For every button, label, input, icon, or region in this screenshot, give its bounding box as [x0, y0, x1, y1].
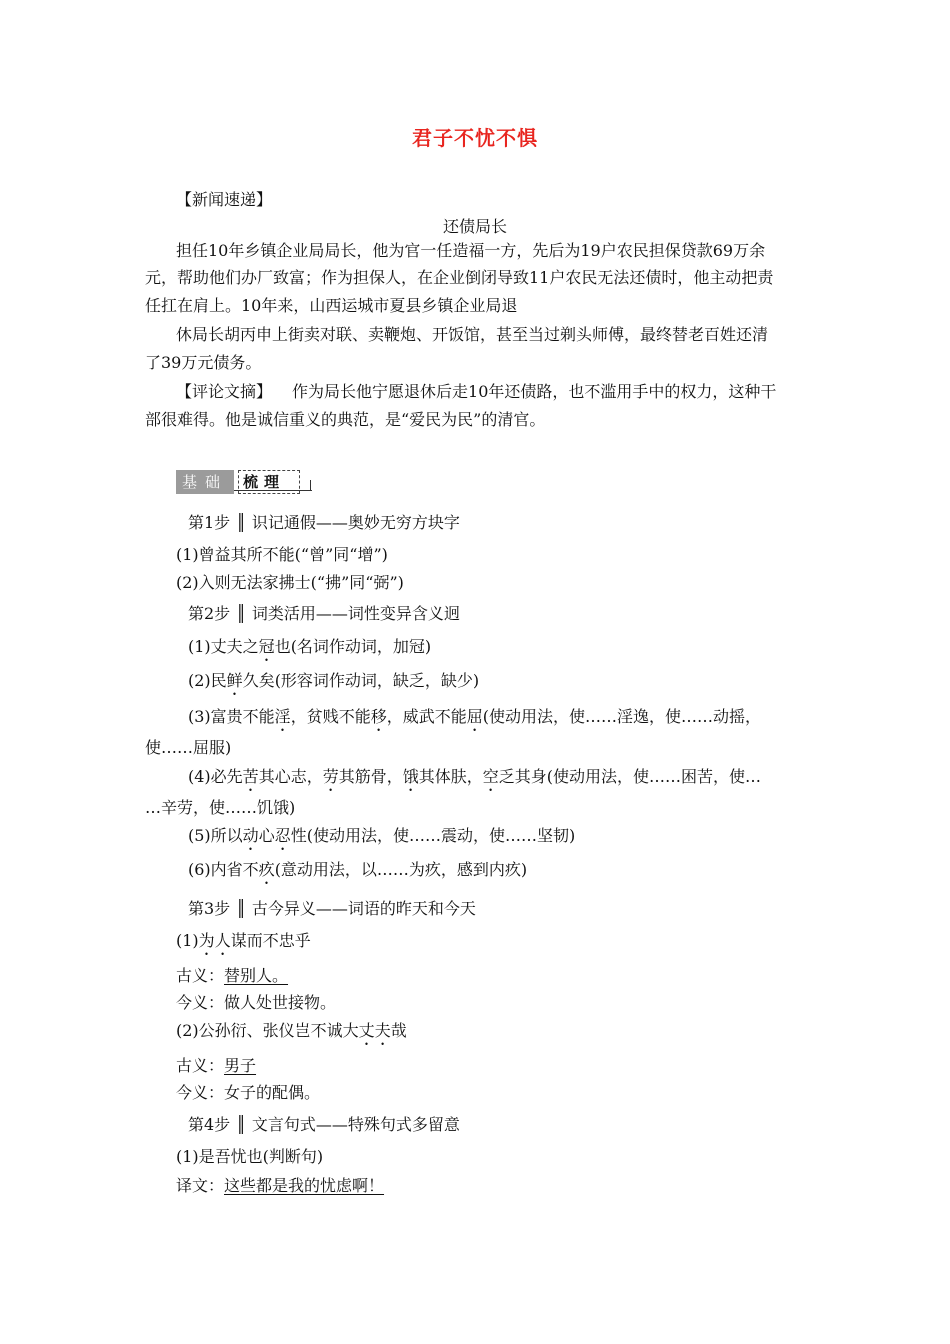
section-header — [176, 470, 312, 496]
step-separator: ║ — [236, 899, 246, 918]
comment-line: 部很难得。他是诚信重义的典范，是“爱民为民”的清官。 — [145, 410, 546, 429]
comment-tag: 【评论文摘】 — [176, 382, 273, 401]
emphasized-word: 为 — [198, 931, 215, 950]
list-item: (3)富贵不能淫，贫贱不能移，威武不能屈(使动用法，使……淫逸，使……动摇， — [188, 707, 761, 726]
emphasized-word: 动 — [242, 826, 259, 845]
list-item: (2)公孙衍、张仪岂不诚大丈夫哉 — [176, 1021, 407, 1040]
document-title: 君子不忧不惧 — [412, 126, 538, 150]
step-title: 古今异义——词语的昨天和今天 — [251, 899, 476, 918]
ancient-meaning: 古义：男子 — [176, 1056, 257, 1075]
step-heading — [188, 1114, 460, 1136]
emphasized-word: 淫 — [274, 707, 291, 726]
step-separator: ║ — [236, 513, 246, 532]
emphasized-word: 疚 — [258, 860, 275, 879]
answer-text: 替别人。 — [224, 966, 289, 985]
emphasized-word: 屈 — [466, 707, 483, 726]
emphasized-word: 苦 — [242, 767, 259, 786]
list-item: (1)是吾忧也(判断句) — [176, 1147, 324, 1166]
emphasized-word: 饿 — [402, 767, 419, 786]
emphasized-word: 空 — [482, 767, 499, 786]
section-header-tick — [310, 480, 311, 491]
step-heading — [188, 603, 460, 625]
list-item: (2)民鲜久矣(形容词作动词，缺乏，缺少) — [188, 671, 480, 690]
section-header-rule — [234, 490, 312, 491]
section-header-gray: 基础 — [176, 470, 234, 494]
news-line: 了39万元债务。 — [145, 353, 262, 372]
emphasized-word: 丈 — [358, 1021, 375, 1040]
step-label: 第3步 — [188, 899, 231, 918]
step-title: 识记通假——奥妙无穷方块字 — [251, 513, 460, 532]
emphasized-word: 冠 — [258, 637, 275, 656]
step-title: 文言句式——特殊句式多留意 — [251, 1115, 460, 1134]
emphasized-word: 人 — [214, 931, 231, 950]
step-heading — [188, 512, 460, 534]
modern-meaning: 今义：女子的配偶。 — [176, 1083, 321, 1102]
modern-meaning: 今义：做人处世接物。 — [176, 993, 337, 1012]
list-item: (4)必先苦其心志，劳其筋骨，饿其体肤，空乏其身(使动用法，使……困苦，使… — [188, 767, 762, 786]
answer-text: 这些都是我的忧虑啊！ — [224, 1176, 385, 1195]
news-line: 休局长胡丙申上街卖对联、卖鞭炮、开饭馆，甚至当过剃头师傅，最终替老百姓还清 — [176, 325, 769, 344]
list-item: (5)所以动心忍性(使动用法，使……震动，使……坚韧) — [188, 826, 576, 845]
list-item: (1)丈夫之冠也(名词作动词，加冠) — [188, 637, 432, 656]
emphasized-word: 劳 — [322, 767, 339, 786]
step-separator: ║ — [236, 1115, 246, 1134]
news-line: 元，帮助他们办厂致富；作为担保人，在企业倒闭导致11户农民无法还债时，他主动把责 — [145, 268, 774, 287]
news-line: 担任10年乡镇企业局局长，他为官一任造福一方，先后为19户农民担保贷款69万余 — [176, 241, 766, 260]
ancient-meaning: 古义：替别人。 — [176, 966, 289, 985]
step-separator: ║ — [236, 604, 246, 623]
list-item: (2)入则无法家拂士(“拂”同“弼”) — [176, 573, 404, 592]
step-label: 第4步 — [188, 1115, 231, 1134]
step-heading — [188, 898, 476, 920]
section-header-boxed: 梳理 — [238, 470, 300, 494]
list-item: (1)为人谋而不忠乎 — [176, 931, 311, 950]
step-title: 词类活用——词性变异含义迥 — [251, 604, 460, 623]
news-tag: 【新闻速递】 — [176, 190, 273, 209]
list-item: (6)内省不疚(意动用法，以……为疚，感到内疚) — [188, 860, 528, 879]
list-item-continuation: 使……屈服) — [145, 738, 232, 757]
emphasized-word: 夫 — [374, 1021, 391, 1040]
list-item: (1)曾益其所不能(“曾”同“增”) — [176, 545, 388, 564]
list-item-continuation: …辛劳，使……饥饿) — [145, 798, 296, 817]
comment-text: 作为局长他宁愿退休后走10年还债路，也不滥用手中的权力，这种干 — [292, 382, 777, 401]
answer-text: 男子 — [224, 1056, 257, 1075]
news-line: 任扛在肩上。10年来，山西运城市夏县乡镇企业局退 — [145, 296, 518, 315]
comment-line — [176, 381, 776, 403]
news-headline: 还债局长 — [442, 217, 507, 236]
emphasized-word: 忍 — [274, 826, 291, 845]
emphasized-word: 鲜 — [226, 671, 243, 690]
step-label: 第2步 — [188, 604, 231, 623]
emphasized-word: 移 — [370, 707, 387, 726]
translation: 译文：这些都是我的忧虑啊！ — [176, 1176, 385, 1195]
step-label: 第1步 — [188, 513, 231, 532]
